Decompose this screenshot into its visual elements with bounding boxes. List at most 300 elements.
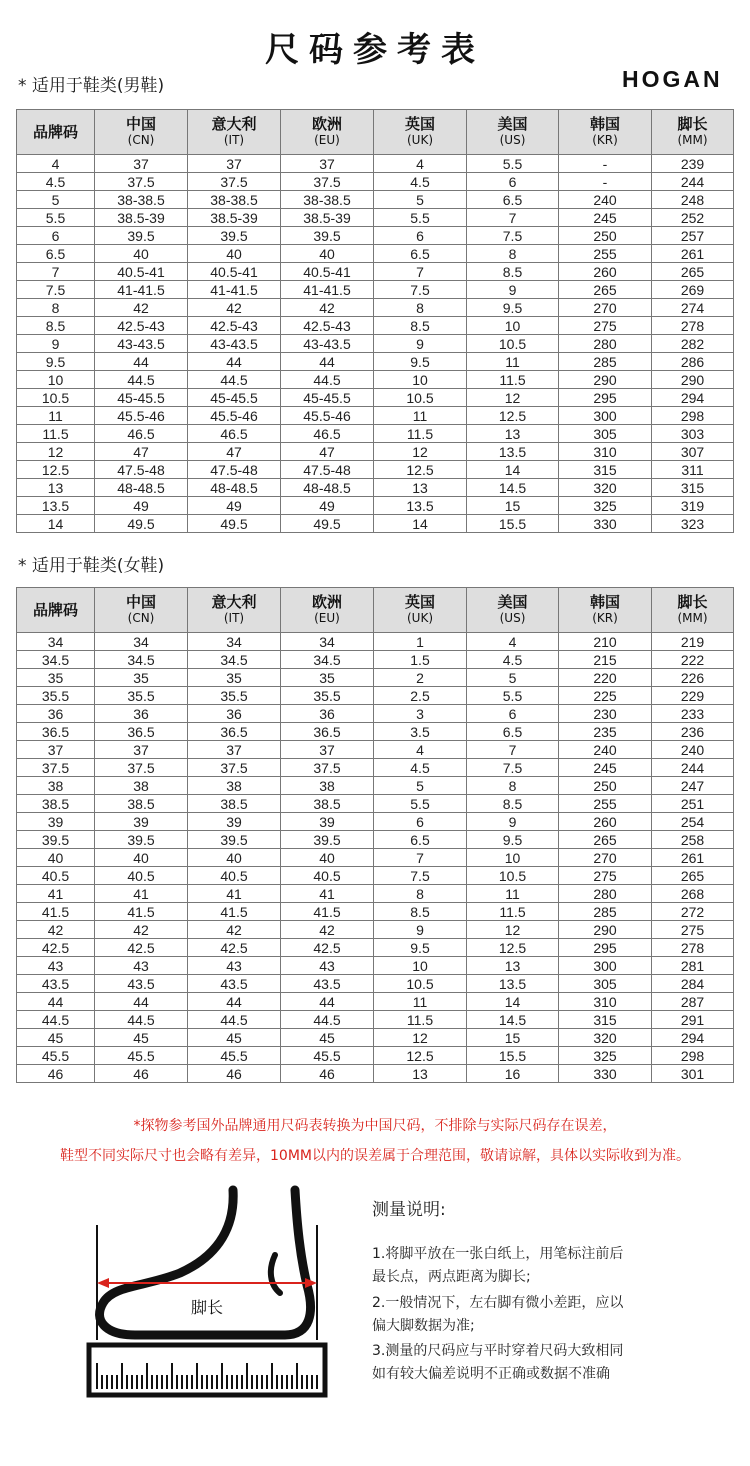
table-cell: 275 (559, 317, 652, 335)
table-cell: 47.5-48 (281, 461, 374, 479)
table-cell: 12 (467, 921, 559, 939)
table-cell: 40 (188, 849, 281, 867)
table-cell: 10 (374, 957, 467, 975)
table-cell: 38 (281, 777, 374, 795)
table-cell: 6.5 (467, 723, 559, 741)
table-cell: 320 (559, 479, 652, 497)
table-cell: 37 (281, 741, 374, 759)
table-cell: 2.5 (374, 687, 467, 705)
table-cell: 41.5 (95, 903, 188, 921)
table-cell: 6 (467, 173, 559, 191)
table-cell: 9 (374, 921, 467, 939)
table-row (17, 281, 734, 299)
table-cell: 298 (652, 1047, 734, 1065)
table-row (17, 443, 734, 461)
table-cell: 38 (188, 777, 281, 795)
table-cell: 7 (467, 741, 559, 759)
table-cell: 46 (17, 1065, 95, 1083)
header-sub: (IT) (223, 132, 245, 147)
table-cell: 294 (652, 1029, 734, 1047)
table-cell: 254 (652, 813, 734, 831)
table-row (17, 245, 734, 263)
table-cell: 4.5 (17, 173, 95, 191)
table-cell: 215 (559, 651, 652, 669)
table-cell: 38.5-39 (281, 209, 374, 227)
table-cell: 37.5 (17, 759, 95, 777)
table-cell: 41-41.5 (281, 281, 374, 299)
table-row (17, 497, 734, 515)
table-cell: 13.5 (467, 443, 559, 461)
table-cell: 5 (374, 777, 467, 795)
table-cell: 42 (188, 299, 281, 317)
table-cell: 280 (559, 885, 652, 903)
table-cell: 290 (559, 371, 652, 389)
header-main: 脚长 (677, 114, 708, 133)
table-cell: 14.5 (467, 479, 559, 497)
table-cell: 46 (95, 1065, 188, 1083)
table-cell: 42.5-43 (95, 317, 188, 335)
table-cell: 49 (95, 497, 188, 515)
table-row (17, 903, 734, 921)
table-cell: 40.5-41 (188, 263, 281, 281)
table-cell: 44.5 (281, 371, 374, 389)
table-row (17, 633, 734, 651)
table-cell: 4 (467, 633, 559, 651)
table-cell: 39.5 (281, 227, 374, 245)
table-cell: 7.5 (374, 867, 467, 885)
table-cell: 38.5 (188, 795, 281, 813)
table-row (17, 687, 734, 705)
table-cell: 44 (188, 353, 281, 371)
table-cell: 45.5 (95, 1047, 188, 1065)
table-cell: 8.5 (374, 903, 467, 921)
table-cell: 260 (559, 813, 652, 831)
table-cell: 272 (652, 903, 734, 921)
table-cell: 34 (95, 633, 188, 651)
table-cell: 39.5 (95, 227, 188, 245)
table-cell: 45.5-46 (281, 407, 374, 425)
table-cell: 42.5-43 (188, 317, 281, 335)
table-row (17, 921, 734, 939)
table-cell: 47 (95, 443, 188, 461)
table-cell: 43 (281, 957, 374, 975)
table-row (17, 335, 734, 353)
table-row (17, 741, 734, 759)
table-cell: 44.5 (95, 371, 188, 389)
table-cell: 285 (559, 353, 652, 371)
measure-line: 偏大脚数据为准; (372, 1318, 475, 1334)
table-cell: 38-38.5 (95, 191, 188, 209)
women-size-table (16, 587, 734, 1083)
table-cell: 45 (17, 1029, 95, 1047)
table-cell: 9 (467, 813, 559, 831)
table-cell: 5 (17, 191, 95, 209)
table-cell: 9.5 (467, 299, 559, 317)
table-cell: 41.5 (281, 903, 374, 921)
table-row (17, 795, 734, 813)
table-cell: 34.5 (188, 651, 281, 669)
table-cell: 38.5-39 (95, 209, 188, 227)
table-cell: 37.5 (95, 173, 188, 191)
table-cell: 43-43.5 (95, 335, 188, 353)
table-cell: 11 (374, 407, 467, 425)
header-sub: (CN) (127, 132, 155, 147)
table-row (17, 831, 734, 849)
table-row (17, 263, 734, 281)
table-cell: 48-48.5 (281, 479, 374, 497)
table-cell: 44 (281, 353, 374, 371)
table-cell: 47.5-48 (95, 461, 188, 479)
header-main: 中国 (125, 592, 156, 611)
table-cell: 10.5 (374, 389, 467, 407)
table-cell: 45-45.5 (188, 389, 281, 407)
table-cell: 40 (188, 245, 281, 263)
table-row (17, 191, 734, 209)
table-cell: 307 (652, 443, 734, 461)
table-cell: 12.5 (374, 1047, 467, 1065)
table-cell: 311 (652, 461, 734, 479)
table-cell: 41 (281, 885, 374, 903)
table-cell: 40.5 (17, 867, 95, 885)
table-cell: 8.5 (374, 317, 467, 335)
table-cell: 38 (95, 777, 188, 795)
header-main: 欧洲 (311, 114, 342, 133)
table-cell: 39.5 (188, 227, 281, 245)
table-cell: 270 (559, 299, 652, 317)
header-main: 品牌码 (32, 600, 78, 619)
table-cell: 250 (559, 777, 652, 795)
table-row (17, 209, 734, 227)
table-cell: 295 (559, 939, 652, 957)
table-cell: 6.5 (17, 245, 95, 263)
table-cell: 10.5 (467, 335, 559, 353)
table-cell: 298 (652, 407, 734, 425)
table-cell: 320 (559, 1029, 652, 1047)
table-cell: 250 (559, 227, 652, 245)
table-cell: 14 (467, 993, 559, 1011)
table-cell: 12 (17, 443, 95, 461)
table-cell: 4.5 (374, 173, 467, 191)
table-cell: 37.5 (188, 759, 281, 777)
table-cell: 13.5 (467, 975, 559, 993)
table-cell: 315 (652, 479, 734, 497)
table-cell: 36 (188, 705, 281, 723)
table-cell: 41 (188, 885, 281, 903)
table-cell: 219 (652, 633, 734, 651)
table-cell: 36 (95, 705, 188, 723)
table-cell: 6.5 (374, 831, 467, 849)
table-cell: 229 (652, 687, 734, 705)
table-cell: 44.5 (17, 1011, 95, 1029)
table-row (17, 957, 734, 975)
table-cell: 40.5 (188, 867, 281, 885)
table-cell: 16 (467, 1065, 559, 1083)
table-cell: 44 (95, 993, 188, 1011)
table-cell: 5.5 (17, 209, 95, 227)
table-cell: 10 (17, 371, 95, 389)
table-row (17, 515, 734, 533)
table-cell: 49 (281, 497, 374, 515)
table-cell: 45 (281, 1029, 374, 1047)
table-cell: 48-48.5 (188, 479, 281, 497)
table-row (17, 479, 734, 497)
table-cell: 4 (374, 741, 467, 759)
table-cell: 41.5 (188, 903, 281, 921)
table-cell: 45.5 (188, 1047, 281, 1065)
measure-line: 1.将脚平放在一张白纸上，用笔标注前后 (372, 1246, 624, 1262)
table-cell: 6 (374, 227, 467, 245)
table-cell: 38.5 (17, 795, 95, 813)
table-cell: 230 (559, 705, 652, 723)
table-cell: 12 (374, 443, 467, 461)
table-cell: 261 (652, 849, 734, 867)
women-header-7 (652, 588, 734, 633)
table-cell: 255 (559, 245, 652, 263)
table-row (17, 353, 734, 371)
table-cell: 14 (374, 515, 467, 533)
table-cell: - (559, 173, 652, 191)
table-row (17, 813, 734, 831)
table-cell: 278 (652, 939, 734, 957)
table-cell: 284 (652, 975, 734, 993)
table-cell: 44.5 (95, 1011, 188, 1029)
header-sub: (KR) (592, 132, 618, 147)
table-row (17, 651, 734, 669)
table-cell: 39 (17, 813, 95, 831)
header-main: 意大利 (211, 114, 257, 133)
table-row (17, 461, 734, 479)
table-cell: 45-45.5 (95, 389, 188, 407)
header-sub: (UK) (406, 132, 433, 147)
measure-line: 3.测量的尺码应与平时穿着尺码大致相同 (372, 1343, 624, 1359)
table-cell: 13 (374, 1065, 467, 1083)
table-cell: 1.5 (374, 651, 467, 669)
table-cell: 44.5 (188, 1011, 281, 1029)
table-cell: 37.5 (95, 759, 188, 777)
table-cell: 44.5 (188, 371, 281, 389)
table-cell: 5.5 (467, 155, 559, 173)
table-cell: 15 (467, 497, 559, 515)
table-cell: 8.5 (17, 317, 95, 335)
table-cell: 255 (559, 795, 652, 813)
measure-line: 最长点，两点距离为脚长; (372, 1269, 531, 1285)
table-cell: 3.5 (374, 723, 467, 741)
table-cell: 12.5 (374, 461, 467, 479)
table-cell: 10.5 (467, 867, 559, 885)
table-cell: 37 (95, 155, 188, 173)
table-cell: 49.5 (281, 515, 374, 533)
table-cell: 38-38.5 (281, 191, 374, 209)
table-cell: 36 (17, 705, 95, 723)
table-cell: 41.5 (17, 903, 95, 921)
table-cell: 265 (652, 263, 734, 281)
table-cell: 278 (652, 317, 734, 335)
table-cell: 7.5 (467, 227, 559, 245)
table-cell: 274 (652, 299, 734, 317)
header-sub: (MM) (677, 610, 708, 625)
table-cell: 14 (17, 515, 95, 533)
table-cell: 42 (95, 299, 188, 317)
header-sub: (KR) (592, 610, 618, 625)
table-cell: 39 (188, 813, 281, 831)
table-cell: 222 (652, 651, 734, 669)
table-cell: 330 (559, 515, 652, 533)
men-header-5 (467, 110, 559, 155)
table-cell: 43-43.5 (188, 335, 281, 353)
table-cell: 35.5 (188, 687, 281, 705)
table-cell: 49.5 (188, 515, 281, 533)
table-cell: 10.5 (374, 975, 467, 993)
header-sub: (US) (499, 610, 526, 625)
table-cell: 11 (17, 407, 95, 425)
table-cell: 4.5 (467, 651, 559, 669)
table-cell: 8.5 (467, 795, 559, 813)
table-cell: 11.5 (467, 903, 559, 921)
table-row (17, 849, 734, 867)
table-cell: 47.5-48 (188, 461, 281, 479)
table-row (17, 299, 734, 317)
table-cell: 236 (652, 723, 734, 741)
table-cell: 275 (652, 921, 734, 939)
women-header-2 (188, 588, 281, 633)
table-cell: 290 (652, 371, 734, 389)
table-cell: 40.5 (95, 867, 188, 885)
table-cell: 8 (17, 299, 95, 317)
table-cell: 275 (559, 867, 652, 885)
table-row (17, 759, 734, 777)
table-cell: 323 (652, 515, 734, 533)
table-cell: 300 (559, 407, 652, 425)
table-cell: 39.5 (281, 831, 374, 849)
table-cell: 9 (467, 281, 559, 299)
table-cell: 37.5 (281, 173, 374, 191)
table-cell: 38-38.5 (188, 191, 281, 209)
table-cell: 44 (17, 993, 95, 1011)
women-note: * 适用于鞋类(女鞋) (18, 556, 165, 576)
men-note: * 适用于鞋类(男鞋) (18, 76, 165, 96)
table-cell: 35.5 (17, 687, 95, 705)
table-row (17, 173, 734, 191)
measure-line: 如有较大偏差说明不正确或数据不准确 (372, 1366, 610, 1382)
table-cell: 6.5 (374, 245, 467, 263)
table-row (17, 1065, 734, 1083)
table-cell: 45.5 (17, 1047, 95, 1065)
table-cell: 7 (467, 209, 559, 227)
table-cell: 40 (281, 245, 374, 263)
table-cell: 260 (559, 263, 652, 281)
header-main: 脚长 (677, 592, 708, 611)
foot-ruler-diagram (85, 1185, 335, 1400)
table-cell: 11.5 (374, 1011, 467, 1029)
table-cell: 247 (652, 777, 734, 795)
table-cell: 37.5 (188, 173, 281, 191)
men-header-6 (559, 110, 652, 155)
table-cell: 45 (95, 1029, 188, 1047)
table-cell: 257 (652, 227, 734, 245)
table-cell: 265 (559, 281, 652, 299)
table-cell: 46 (281, 1065, 374, 1083)
table-cell: 240 (559, 741, 652, 759)
table-cell: 44.5 (281, 1011, 374, 1029)
table-cell: 34 (281, 633, 374, 651)
table-cell: 40.5 (281, 867, 374, 885)
table-cell: 48-48.5 (95, 479, 188, 497)
table-cell: 7 (374, 849, 467, 867)
diagram-label: 脚长 (190, 1298, 224, 1317)
table-cell: 4 (17, 155, 95, 173)
table-cell: 44 (95, 353, 188, 371)
table-cell: 305 (559, 975, 652, 993)
header-sub: (US) (499, 132, 526, 147)
men-header-0 (17, 110, 95, 155)
table-cell: 35.5 (281, 687, 374, 705)
men-header-4 (374, 110, 467, 155)
table-cell: 10 (467, 317, 559, 335)
table-cell: 38.5-39 (188, 209, 281, 227)
table-cell: 245 (559, 759, 652, 777)
table-cell: 2 (374, 669, 467, 687)
table-row (17, 1029, 734, 1047)
table-cell: 37.5 (281, 759, 374, 777)
table-cell: 13.5 (17, 497, 95, 515)
table-cell: 3 (374, 705, 467, 723)
women-header-6 (559, 588, 652, 633)
table-cell: 45.5-46 (95, 407, 188, 425)
table-cell: 4 (374, 155, 467, 173)
table-cell: 47 (188, 443, 281, 461)
measure-line: 2.一般情况下，左右脚有微小差距，应以 (372, 1295, 624, 1311)
table-cell: 11 (374, 993, 467, 1011)
table-cell: 37 (188, 741, 281, 759)
table-cell: 36 (281, 705, 374, 723)
disclaimer-line: 鞋型不同实际尺寸也会略有差异，10MM以内的误差属于合理范围，敬请谅解，具体以实际收到为准。 (60, 1148, 690, 1164)
women-header-0 (17, 588, 95, 633)
table-cell: 295 (559, 389, 652, 407)
table-cell: 41-41.5 (95, 281, 188, 299)
header-main: 英国 (404, 114, 435, 133)
table-cell: 7 (17, 263, 95, 281)
table-cell: 35 (188, 669, 281, 687)
table-cell: 12 (374, 1029, 467, 1047)
table-cell: 315 (559, 461, 652, 479)
table-row (17, 723, 734, 741)
table-cell: 35 (17, 669, 95, 687)
header-main: 韩国 (589, 114, 620, 133)
table-cell: 38 (17, 777, 95, 795)
table-cell: 46.5 (281, 425, 374, 443)
header-sub: (CN) (127, 610, 155, 625)
table-row (17, 669, 734, 687)
table-cell: 265 (652, 867, 734, 885)
table-cell: 42 (188, 921, 281, 939)
disclaimer-line: *探物参考国外品牌通用尺码表转换为中国尺码，不排除与实际尺码存在误差， (133, 1118, 617, 1134)
measure-title: 测量说明: (372, 1200, 446, 1220)
table-cell: 34.5 (17, 651, 95, 669)
table-cell: 43.5 (281, 975, 374, 993)
table-cell: 8.5 (467, 263, 559, 281)
table-cell: 310 (559, 993, 652, 1011)
table-cell: 270 (559, 849, 652, 867)
table-cell: 268 (652, 885, 734, 903)
table-cell: 10 (374, 371, 467, 389)
men-header-1 (95, 110, 188, 155)
header-sub: (EU) (314, 610, 340, 625)
table-cell: 261 (652, 245, 734, 263)
table-cell: 286 (652, 353, 734, 371)
table-cell: 43.5 (95, 975, 188, 993)
table-cell: 42 (95, 921, 188, 939)
table-cell: 38.5 (281, 795, 374, 813)
